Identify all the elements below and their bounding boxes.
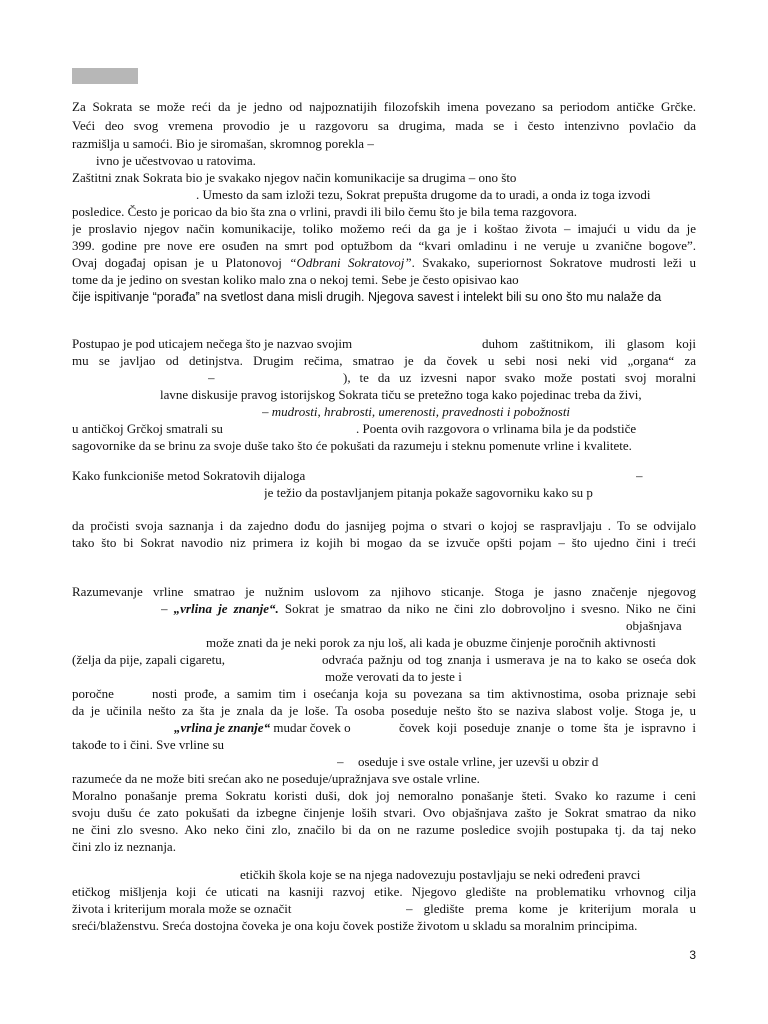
text-line: – gledište prema kome je kriterijum morala u [406,901,696,916]
text-line: čije ispitivanje “porađa” na svetlost dana misli drugih. Njegova savest i intelekt bili su ono što mu nalaže da [72,290,662,304]
text-line: oseduje i sve ostale vrline, jer uzevši u obzir d [358,754,599,769]
text-line: duhom zaštitnikom, ili glasom koji [482,336,696,351]
text-line: svoju dušu će zato pokušati da izbegne činjenje loših stvari. Ovo objašnjava zašto je Sokrat smatrao da niko [72,805,696,820]
text-line: da pročisti svoja saznanja i da zajedno dođu do jasnijeg pojma o stvari o kojoj se raspravljaju . To se odvijalo [72,518,696,533]
text-line: 399. godine pre nove ere osuđen na smrt pod optužbom da “kvari omladinu i ne veruje u zvanične bogove”. [72,238,696,253]
text-line: može znati da je neki porok za nju loš, ali kada je obuzme činjenje poročnih aktivnosti [206,635,656,650]
text-span: Ovaj događaj opisan je u Platonovoj [72,255,290,270]
text-line: Za Sokrata se može reći da je jedno od najpoznatijih filozofskih imena povezano sa periodom antičke Grčke. [72,99,696,114]
text-line: Kako funkcioniše metod Sokratovih dijaloga [72,468,306,483]
text-line: Razumevanje vrline smatrao je nužnim uslovom za njihovo sticanje. Stoga je jasno značenje njegovog [72,584,696,599]
text-line: sagovornike da se brinu za svoje duše tako što će pokušati da razumeju i steknu pomenute vrline i kvalitete. [72,438,632,453]
text-line: života i kriterijum morala može se označit [72,901,292,916]
text-line: razmišlja u samoći. Bio je siromašan, skromnog porekla – [72,136,374,151]
text-span: Sokrat je smatrao da niko ne čini zlo dobrovoljno i svesno. Niko ne čini [278,601,696,616]
text-line: objašnjava [626,618,682,633]
text-line: čovek koji poseduje znanje o tome šta je ispravno i [399,720,696,735]
text-line: odvraća pažnju od tog znanja i usmerava je na to kako se oseća dok [322,652,696,667]
text-span: mudar čovek o [270,720,351,735]
text-line: etičkog mišljenja koji će uticati na kasniji razvoj etike. Njegovo gledište na problematiku vrhovnog cilja [72,884,696,899]
text-line: – [337,754,344,769]
text-span: . Svakako, superiornost Sokratove mudrosti leži u [411,255,696,270]
text-line: poročne [72,686,114,701]
text-line: je težio da postavljanjem pitanja pokaže sagovorniku kako su p [264,485,593,500]
text-line: Veći deo svog vremena provodio je u razgovoru sa drugima, mada se i često intenzivno povlačio da [72,118,696,133]
text-line: etičkih škola koje se na njega nadovezuju postavljaju se neki određeni pravci [240,867,641,882]
text-line: Zaštitni znak Sokrata bio je svakako njegov način komunikacije sa drugima – ono što [72,170,517,185]
quote-emphasis: „vrlina je znanje“. [173,601,279,616]
text-line [72,254,696,271]
text-line: – [208,370,215,385]
redacted-heading-block [72,68,138,84]
quote-emphasis: „vrlina je znanje“ [174,720,271,735]
text-line: razumeće da ne može biti srećan ako ne poseduje/upražnjava sve ostale vrline. [72,771,480,786]
text-line: . Poenta ovih razgovora o vrlinama bila je da podstiče [356,421,637,436]
text-line: sreći/blaženstvu. Sreća dostojna čoveka je ona koju čovek postiže životom u skladu sa moralnim principima. [72,918,638,933]
text-line [174,719,414,736]
text-line: može verovati da to jeste i [325,669,462,684]
text-line: čini zlo iz neznanja. [72,839,176,854]
text-line: ), te da uz izvesni napor svako može postati svoj moralni [343,370,696,385]
text-line: – [636,468,643,483]
text-line: Postupao je pod uticajem nečega što je nazvao svojim [72,336,353,351]
text-line: tako što bi Sokrat navodio niz primera iz kojih bi mogao da se izvuče opšti pojam – što ujedno čini i treći [72,535,696,550]
text-line: nosti prođe, a samim tim i osećanja koja su povezana sa tim aktivnostima, osoba priznaje sebi [152,686,696,701]
text-line: – mudrosti, hrabrosti, umerenosti, pravednosti i pobožnosti [262,404,571,419]
text-line: tome da je jedino on svestan koliko malo zna o nekoj temi. Sebe je često opisivao kao [72,272,519,287]
text-line [161,600,696,617]
text-line: Moralno ponašanje prema Sokratu koristi duši, dok joj nemoralno ponašanje šteti. Svako ko razume i ceni [72,788,696,803]
text-line: mu se javljao od detinjstva. Drugim rečima, smatrao je da čovek u sebi nosi neki vid „organa“ za [72,353,696,368]
text-line: takođe to i čini. Sve vrline su [72,737,225,752]
page-number: 3 [689,948,696,962]
text-line: u antičkoj Grčkoj smatrali su [72,421,223,436]
text-line: da je učinila nešto za šta je znala da je loše. Ta osoba poseduje nešto što se naziva slabost volje. Stoga je, u [72,703,696,718]
text-line: posledice. Često je poricao da bio šta zna o vrlini, pravdi ili bilo čemu što je bila tema razgovora. [72,204,578,219]
text-line: ivno je učestvovao u ratovima. [96,153,256,168]
text-line: lavne diskusije pravog istorijskog Sokrata tiču se pretežno toga kako pojedinac treba da živi, [160,387,642,402]
book-title: “Odbrani Sokratovoj” [289,255,412,270]
text-span: – [161,601,174,616]
text-line: . Umesto da sam izloži tezu, Sokrat prepušta drugome da to uradi, a onda iz toga izvodi [196,187,651,202]
text-line: (želja da pije, zapali cigaretu, [72,652,226,667]
text-line: je proslavio njegov način komunikacije, toliko možemo reći da ga je i koštao života – imajući u vidu da je [72,221,696,236]
text-line: ne čini zlo svesno. Ako neko čini zlo, značilo bi da on ne razume posledice svojih postupaka tj. da taj neko [72,822,696,837]
